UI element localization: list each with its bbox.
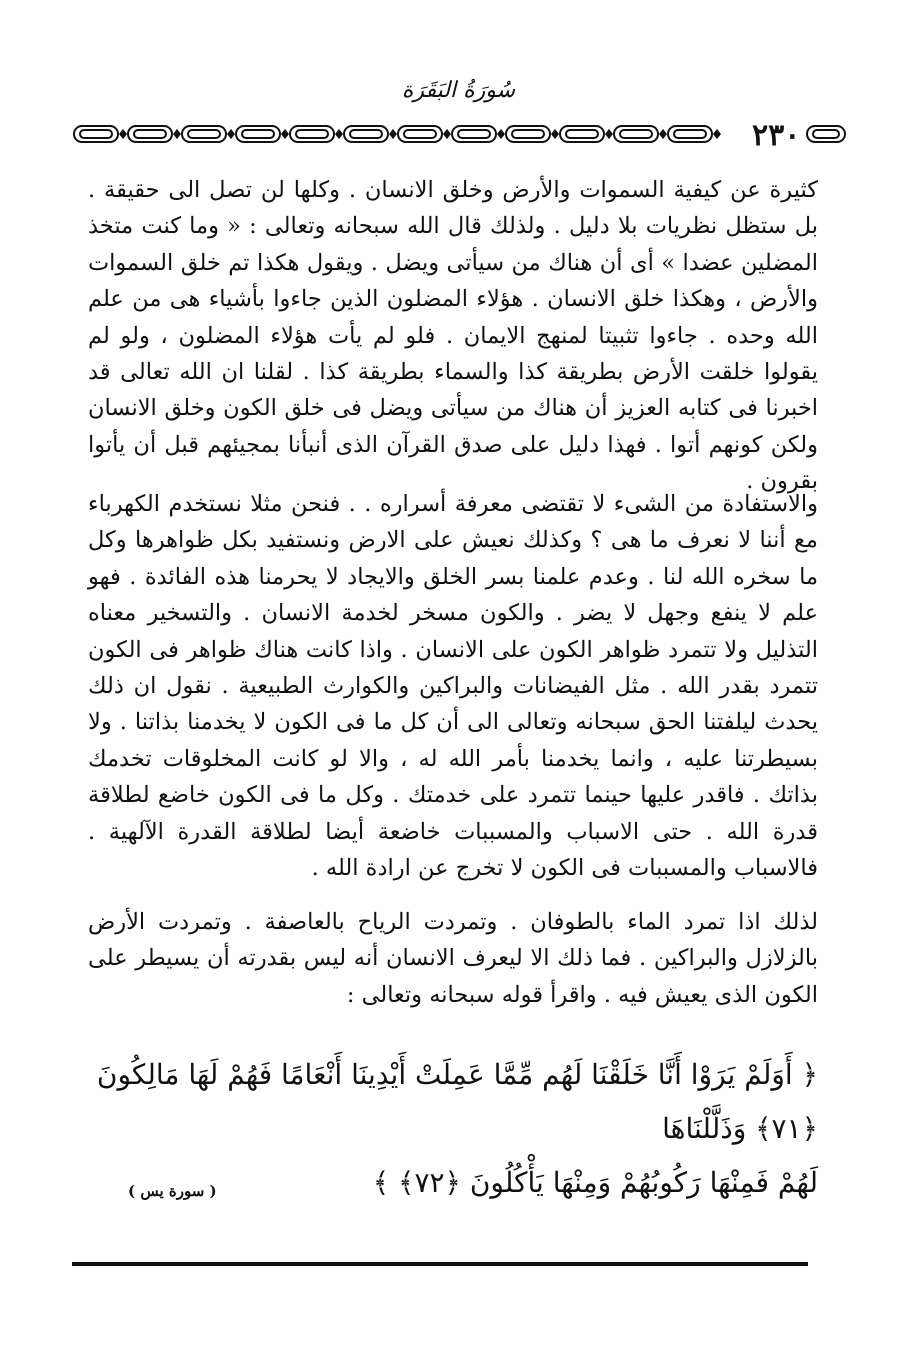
ornamental-chain-border bbox=[72, 121, 742, 147]
page-header-title: سُورَةُ البَقَرَة bbox=[401, 78, 516, 103]
verse-citation: ( سورة يس ) bbox=[128, 1182, 217, 1200]
page-number: ٢٣٠ bbox=[752, 118, 801, 153]
paragraph-text: كثيرة عن كيفية السموات والأرض وخلق الانسان . وكلها لن تصل الى حقيقة . بل ستظل نظريات بلا دليل . ولذلك قال الله سبحانه وتعالى : « وما كنت متخذ المضلين عضدا » أى أن هناك من سيأتى ويضل . ويقول هكذا تم خلق السموات والأرض ، وهكذا خلق الانسان . هؤلاء المضلون الذين جاءوا بأشياء هى من علم الله وحده . جاءوا تثبيتا لمنهج الايمان . فلو لم يأت هؤلاء المضلون ، ولو لم يقولوا خلقت الأرض بطريقة كذا والسماء بطريقة كذا . لقلنا ان الله تعالى قد اخبرنا فى كتابه العزيز أن هناك من سيأتى ويضل فى خلق الكون وخلق الانسان ولكن كونهم أتوا . فهذا دليل على صدق القرآن الذى أنبأنا بمجيئهم قبل أن يأتوا بقرون . bbox=[88, 177, 818, 495]
paragraph-1 bbox=[88, 172, 818, 500]
paragraph-3 bbox=[88, 904, 818, 1013]
paragraph-text: والاستفادة من الشىء لا تقتضى معرفة أسراره . . فنحن مثلا نستخدم الكهرباء مع أننا لا نعرف ما هى ؟ وكذلك نعيش على الارض ونستفيد بكل ظواهرها وكل ما سخره الله لنا . وعدم علمنا بسر الخلق والايجاد لا يحرمنا هذه الفائدة . فهو علم لا ينفع وجهل لا يضر . والكون مسخر لخدمة الانسان . والتسخير معناه التذليل ولا تتمرد ظواهر الكون على الانسان . واذا كانت هناك ظواهر فى الكون تتمرد بقدر الله . مثل الفيضانات والبراكين والكوارث الطبيعية . نقول ان ذلك يحدث ليلفتنا الحق سبحانه وتعالى الى أن كل ما فى الكون لا يخدمنا بذاتنا . ولا بسيطرتنا عليه ، وانما يخدمنا بأمر الله له ، والا لو كانت المخلوقات تخدمك بذاتك . فاقدر عليها حينما تتمرد على خدمتك . وكل ما فى الكون خاضع لطلاقة قدرة الله . حتى الاسباب والمسببات خاضعة أيضا لطلاقة القدرة الآلهية . فالاسباب والمسببات فى الكون لا تخرج عن ارادة الله . bbox=[88, 491, 818, 882]
paragraph-2 bbox=[88, 486, 818, 886]
ornamental-chain-end bbox=[805, 121, 847, 147]
footer-rule bbox=[72, 1262, 808, 1266]
verse-line-1: ﴿ أَوَلَمْ يَرَوْا أَنَّا خَلَقْنَا لَهُم مِّمَّا عَمِلَتْ أَيْدِينَا أَنْعَامًا فَهُمْ لَهَا مَالِكُونَ ﴿٧١﴾ وَذَلَّلْنَاهَا bbox=[96, 1058, 818, 1145]
paragraph-text: لذلك اذا تمرد الماء بالطوفان . وتمردت الرياح بالعاصفة . وتمردت الأرض بالزلازل والبراكين . فما ذلك الا ليعرف الانسان أنه ليس بقدرته أن يسيطر على الكون الذى يعيش فيه . واقرأ قوله سبحانه وتعالى : bbox=[88, 909, 818, 1008]
verse-line-2: لَهُمْ فَمِنْهَا رَكُوبُهُمْ وَمِنْهَا يَأْكُلُونَ ﴿٧٢﴾ ﴾ bbox=[372, 1166, 818, 1199]
